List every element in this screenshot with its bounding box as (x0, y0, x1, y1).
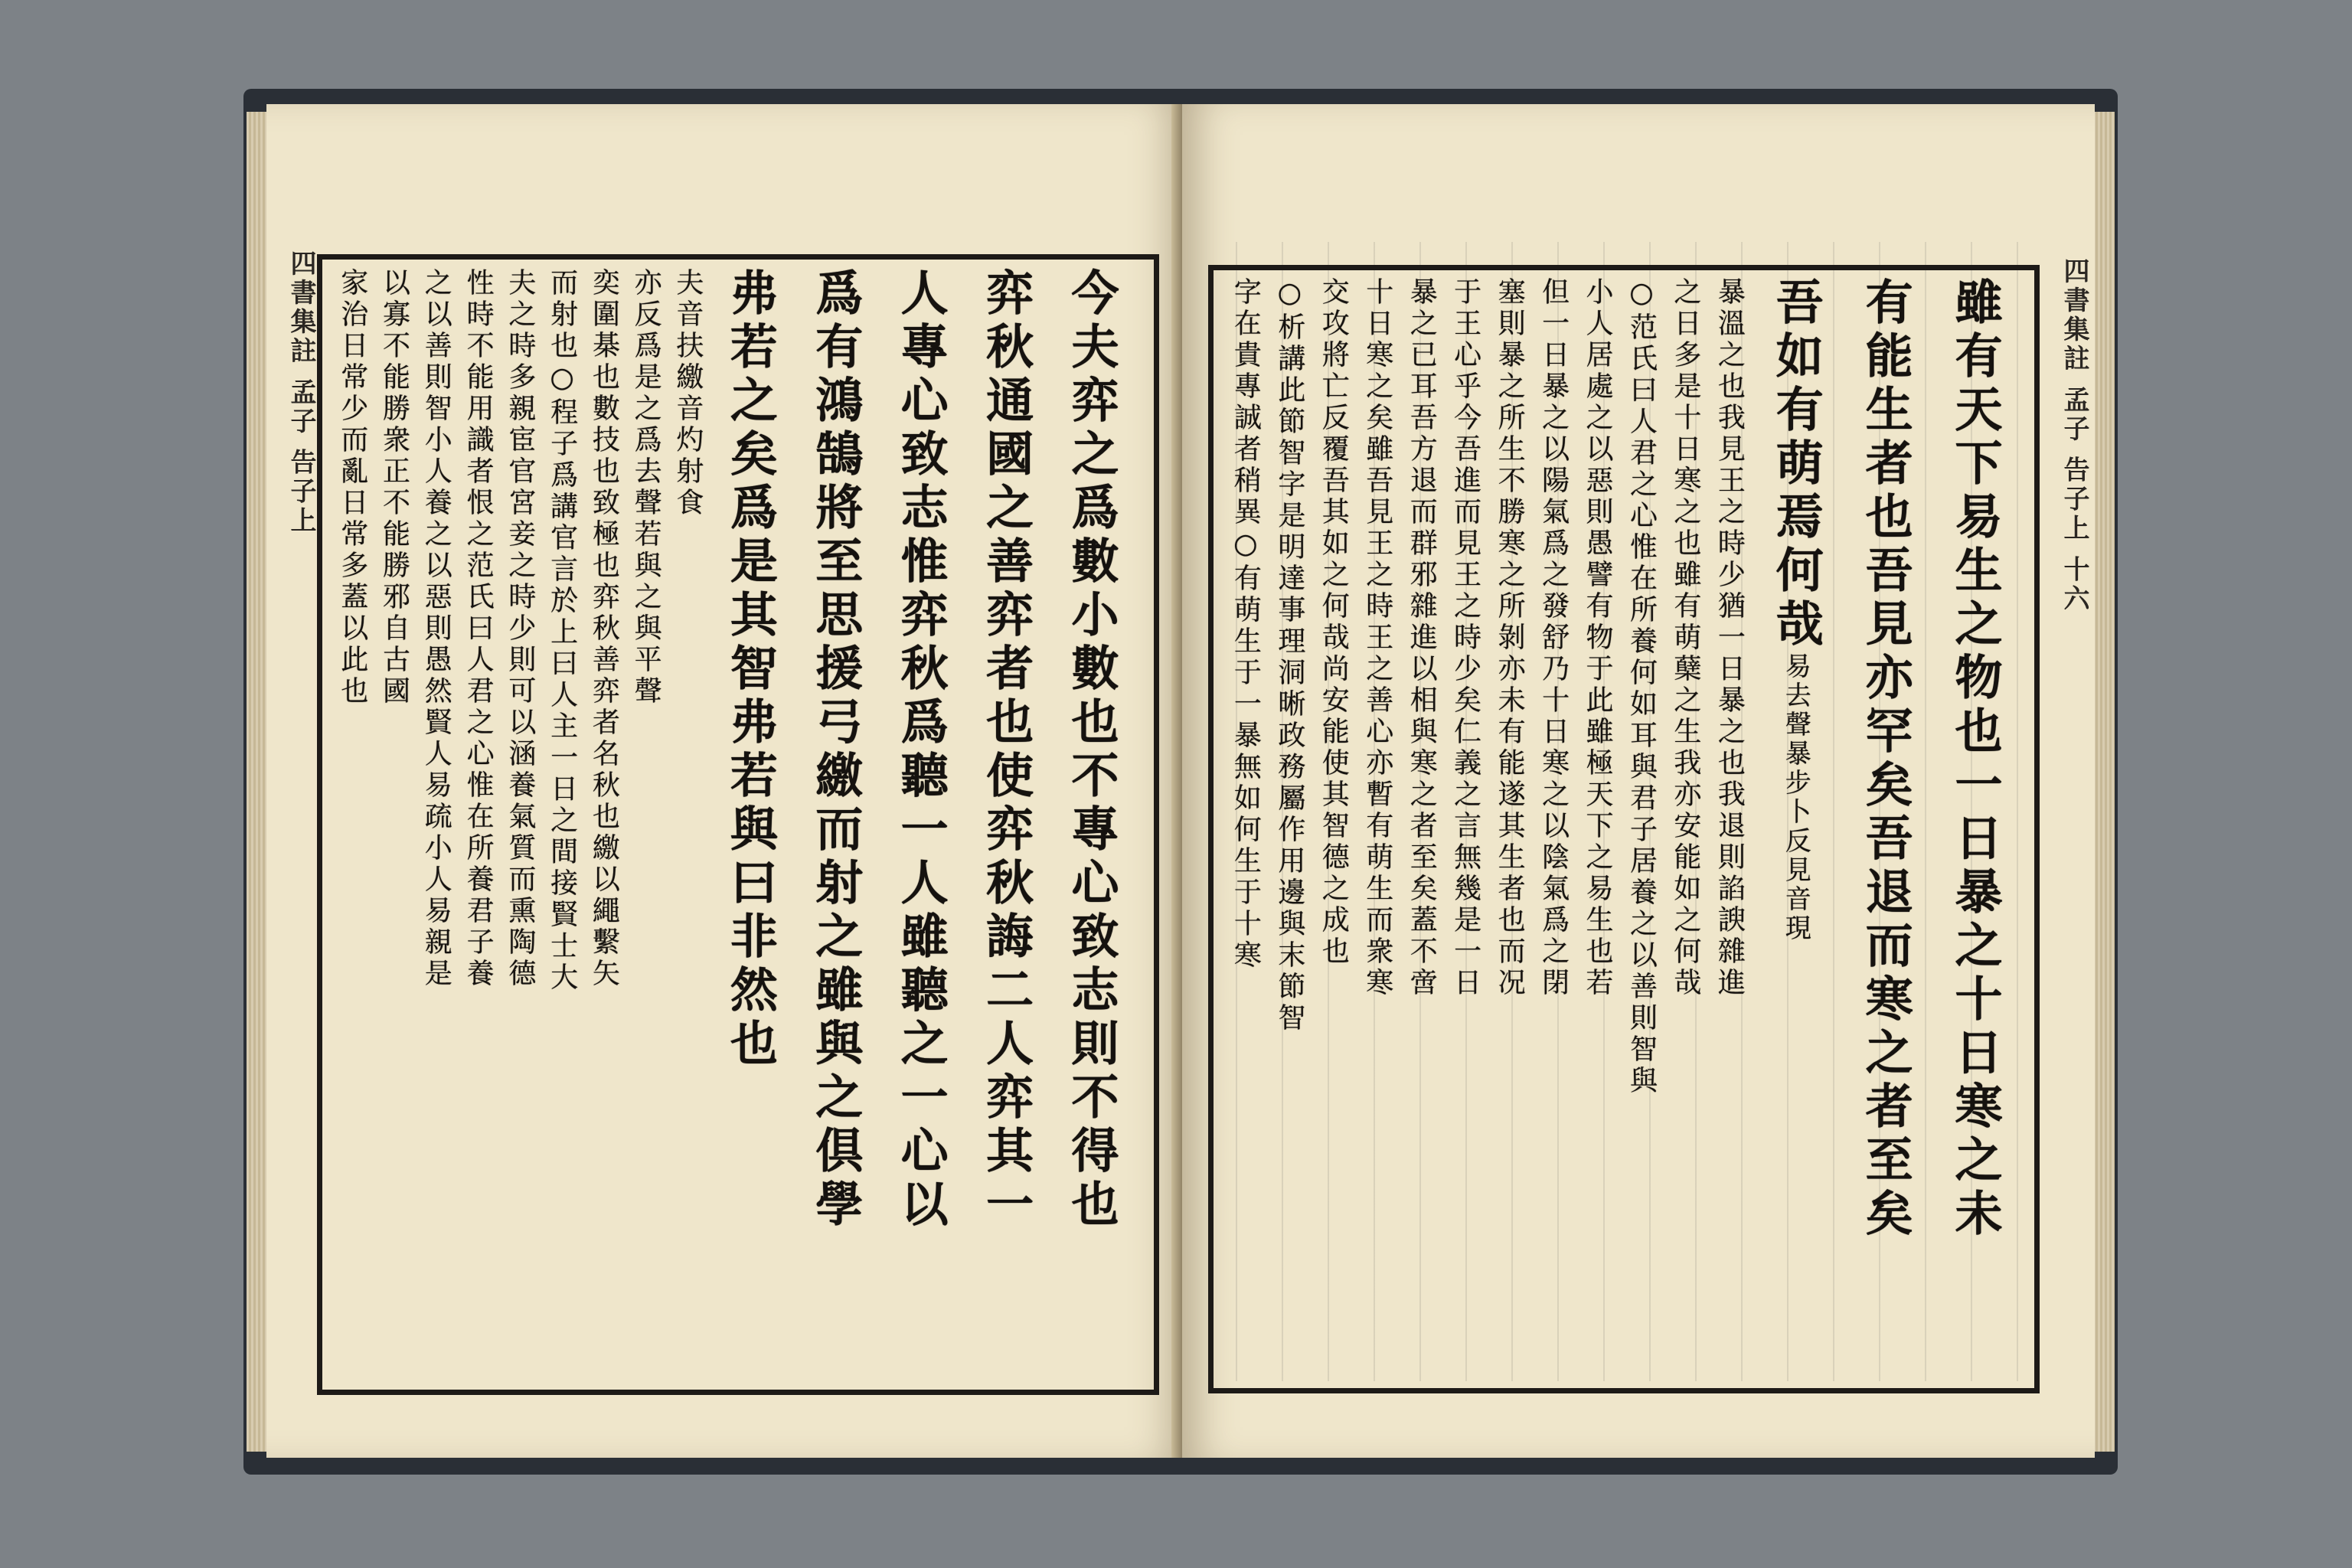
left-text-area (332, 268, 1136, 1378)
main-text-column: 弗若之矣爲是其智弗若與曰非然也 (722, 268, 779, 1072)
left-margin-label: 四書集註 孟子 告子上 (286, 250, 316, 536)
right-page (1182, 104, 2095, 1458)
commentary-column: 亦反爲是之爲去聲若與之與平聲 (630, 268, 662, 707)
commentary-column: 暴之已耳吾方退而群邪雜進以相與寒之者至矣蓋不啻 (1406, 277, 1438, 999)
commentary-column: 塞則暴之所生不勝寒之所剝亦未有能遂其生者也而况 (1494, 277, 1526, 999)
commentary-column: 暴溫之也我見王之時少猶一日暴之也我退則諂諛雜進 (1713, 277, 1746, 999)
commentary-column: 十日寒之矣雖吾見王之時王之善心亦暫有萌生而衆寒 (1361, 277, 1393, 999)
commentary-column: 但一日暴之以陽氣爲之發舒乃十日寒之以陰氣爲之閉 (1537, 277, 1570, 999)
open-book (243, 89, 2118, 1475)
main-text-column: 雖有天下易生之物也一日暴之十日寒之未 (1947, 277, 2003, 1242)
commentary-column: 以寡不能勝衆正不能勝邪自古國 (378, 268, 410, 707)
commentary-column: 之以善則智小人養之以惡則愚然賢人易疏小人易親是 (420, 268, 452, 990)
commentary-column: 于王心乎今吾進而見王之時少矣仁義之言無幾是一日 (1449, 277, 1481, 999)
commentary-column: 性時不能用識者恨之范氏曰人君之心惟在所養君子養 (462, 268, 495, 990)
commentary-column: 夫音扶繳音灼射食 (671, 268, 704, 519)
commentary-column: 字在貴專誠者稍異○有萌生于一暴無如何生于十寒 (1230, 277, 1262, 972)
commentary-column: 家治日常少而亂日常多蓋以此也 (336, 268, 368, 707)
commentary-column: 而射也○程子爲講官言於上曰人主一日之間接賢士大 (546, 268, 578, 994)
main-text-column: 人專心致志惟弈秋爲聽一人雖聽之一心以 (893, 268, 949, 1233)
main-text-column: 爲有鴻鵠將至思援弓繳而射之雖與之倶學 (807, 268, 864, 1233)
main-text-column (1751, 277, 1841, 1377)
commentary-column: 之日多是十日寒之也雖有萌蘖之生我亦安能如之何哉 (1669, 277, 1701, 999)
right-text-area (1223, 277, 2020, 1377)
commentary-column: 交攻將亡反覆吾其如之何哉尚安能使其智德之成也 (1318, 277, 1350, 968)
main-text-column: 弈秋通國之善弈者也使弈秋誨二人弈其一 (978, 268, 1034, 1233)
commentary-column: 奕圍棊也數技也致極也弈秋善弈者名秋也繳以繩繫矢 (588, 268, 620, 990)
left-page (266, 104, 1185, 1458)
inline-note: 易去聲暴步卜反見音現 (1780, 652, 1811, 943)
main-text-column: 有能生者也吾見亦罕矣吾退而寒之者至矣 (1857, 277, 1914, 1242)
main-text-segment: 吾如有萌焉何哉 (1768, 277, 1824, 652)
main-text-column: 今夫弈之爲數小數也不專心致志則不得也 (1063, 268, 1119, 1233)
right-margin-label: 四書集註 孟子 告子上 十六 (2059, 257, 2089, 614)
commentary-column: 小人居處之以惡則愚譬有物于此雖極天下之易生也若 (1582, 277, 1614, 999)
commentary-column: ○析講此節智字是明達事理洞晰政務屬作用邊與末節智 (1273, 277, 1305, 1034)
commentary-column: 夫之時多親宦官宮妾之時少則可以涵養氣質而熏陶德 (504, 268, 536, 990)
commentary-column: ○范氏曰人君之心惟在所養何如耳與君子居養之以善則智與 (1625, 277, 1658, 1097)
